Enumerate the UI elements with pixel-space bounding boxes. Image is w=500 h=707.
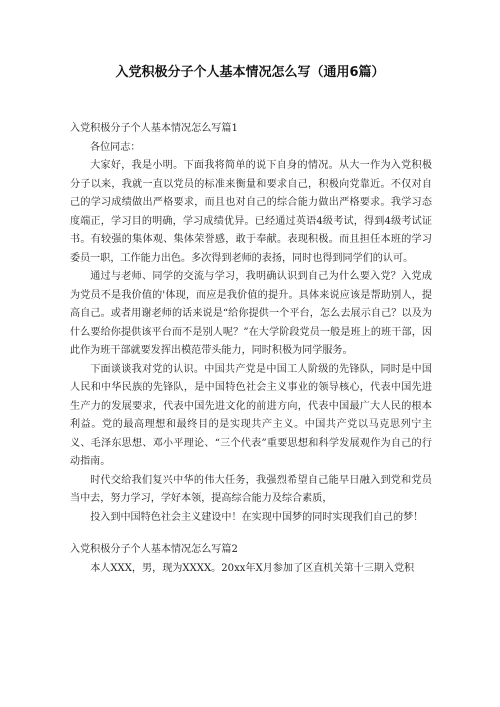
document-title: 入党积极分子个人基本情况怎么写（通用6篇）	[115, 65, 385, 80]
section-heading: 入党积极分子个人基本情况怎么写篇1	[70, 123, 238, 134]
section-heading: 入党积极分子个人基本情况怎么写篇2	[70, 544, 238, 555]
greeting: 各位同志：	[90, 141, 141, 153]
paragraph: 投入到中国特色社会主义建设中！在实现中国梦的同时实现我们自己的梦！	[90, 511, 424, 523]
paragraph: 通过与老师、同学的交流与学习，我明确认识到自己为什么要入党？入党成为党员不是我价值的'体现，而应是我价值的提升。具体来说应该是帮助别人，提高自己。或者用谢老师的话来说是“给你提供一个平台，怎么去展示自己？以及为什么要给你提供该平台而不是别人呢？”在大学阶段党员一般是班上的班干部，因此作为班干部就要发挥出模范带头能力，同时积极为同学服务。	[70, 271, 432, 356]
paragraph: 大家好，我是小明。下面我将简单的说下自身的情况。从大一作为入党积极分子以来，我就一直以党员的标准来衡量和要求自己，积极向党靠近。不仅对自己的学习成绩做出严格要求，而且也对自己的综合能力做出严格要求。我学习态度端正，学习目的明确，学习成绩优异。已经通过英语4级考试，得到4级考试证书。有较强的集体观、集体荣誉感，敢于奉献。表现积极。而且担任本班的学习委员一职，工作能力出色。多次得到老师的表扬，同时也得到同学们的认可。	[70, 160, 432, 264]
paragraph: 本人XXX，男，现为XXXX。20xx年X月参加了区直机关第十三期入党积	[90, 562, 415, 574]
paragraph: 下面谈谈我对党的认识。中国共产党是中国工人阶级的先锋队，同时是中国人民和中华民族的先锋队，是中国特色社会主义事业的领导核心，代表中国先进生产力的发展要求，代表中国先进文化的前进方向，代表中国最广大人民的根本利益。党的最高理想和最终目的是实现共产主义。中国共产党以马克思列宁主义、毛泽东思想、邓小平理论、“三个代表”重要思想和科学发展观作为自己的行动指南。	[70, 363, 432, 467]
document-body	[70, 120, 432, 578]
paragraph: 时代交给我们复兴中华的伟大任务，我强烈希望自己能早日融入到党和党员当中去，努力学习，学好本领，提高综合能力及综合素质，	[70, 474, 432, 504]
